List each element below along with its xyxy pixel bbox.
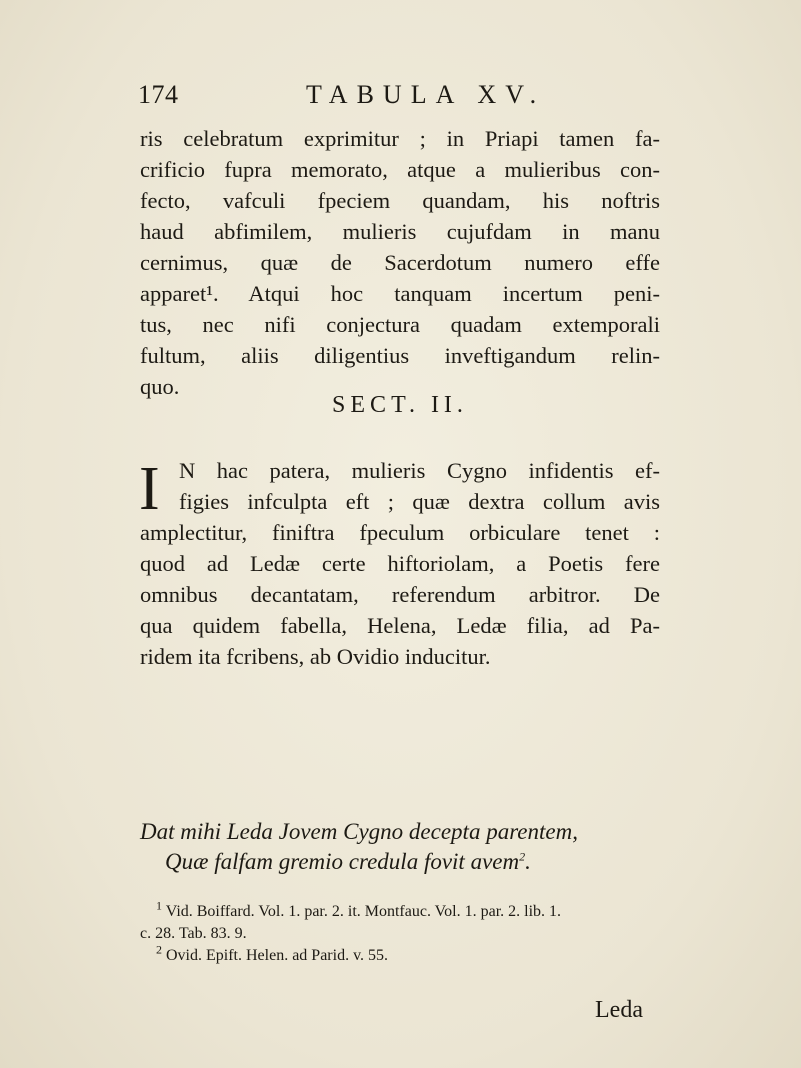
paragraph-2 <box>140 455 660 672</box>
text-line: apparet¹. Atqui hoc tanquam incertum peni- <box>140 281 660 306</box>
footnote-marker: 2 <box>519 849 526 864</box>
footnotes <box>140 898 660 967</box>
catchword: Leda <box>595 997 643 1023</box>
text-line: ris celebratum exprimitur ; in Priapi tamen fa- <box>140 126 660 151</box>
text-line: crificio fupra memorato, atque a mulieribus con- <box>140 157 660 182</box>
verse-line-text: Quæ falfam gremio credula fovit avem <box>165 849 520 874</box>
footnote-text: Vid. Boiffard. Vol. 1. par. 2. it. Montfauc. Vol. 1. par. 2. lib. 1. <box>165 903 562 920</box>
footnote-1-continuation: c. 28. Tab. 83. 9. <box>140 925 247 942</box>
text-line: fecto, vafculi fpeciem quandam, his noftris <box>140 188 660 213</box>
text-line: figies infculpta eft ; quæ dextra collum avis <box>179 489 660 514</box>
text-line: amplectitur, finiftra fpeculum orbiculare tenet : <box>140 520 660 545</box>
page-header <box>138 80 658 116</box>
footnote-2 <box>140 942 660 967</box>
text-line: tus, nec nifi conjectura quadam extemporali <box>140 312 660 337</box>
verse-line: Dat mihi Leda Jovem Cygno decepta parentem, <box>140 819 578 844</box>
footnote-text: Ovid. Epift. Helen. ad Parid. v. 55. <box>166 947 389 964</box>
drop-cap: I <box>139 455 160 523</box>
paragraph-1 <box>140 123 660 402</box>
section-heading: SECT. II. <box>332 392 468 418</box>
text-line: ridem ita fcribens, ab Ovidio inducitur. <box>140 644 491 669</box>
text-line: N hac patera, mulieris Cygno infidentis ef- <box>179 458 660 483</box>
verse-line: Quæ falfam gremio credula fovit avem$^2$. <box>165 849 531 874</box>
page-number: 174 <box>138 80 179 109</box>
verse-quotation <box>140 817 680 877</box>
text-line: fultum, aliis diligentius inveftigandum relin- <box>140 343 660 368</box>
footnote-marker: 1 <box>156 898 162 913</box>
text-line: quo. <box>140 374 180 399</box>
text-line: qua quidem fabella, Helena, Ledæ filia, ad Pa- <box>140 613 660 638</box>
text-line: omnibus decantatam, referendum arbitror. De <box>140 582 660 607</box>
text-line: haud abfimilem, mulieris cujufdam in manu <box>140 219 660 244</box>
running-title: TABULA XV. <box>306 80 546 109</box>
text-line: quod ad Ledæ certe hiftoriolam, a Poetis fere <box>140 551 660 576</box>
footnote-marker: 2 <box>156 942 162 957</box>
footnote-1 <box>140 898 660 923</box>
text-line: cernimus, quæ de Sacerdotum numero effe <box>140 250 660 275</box>
